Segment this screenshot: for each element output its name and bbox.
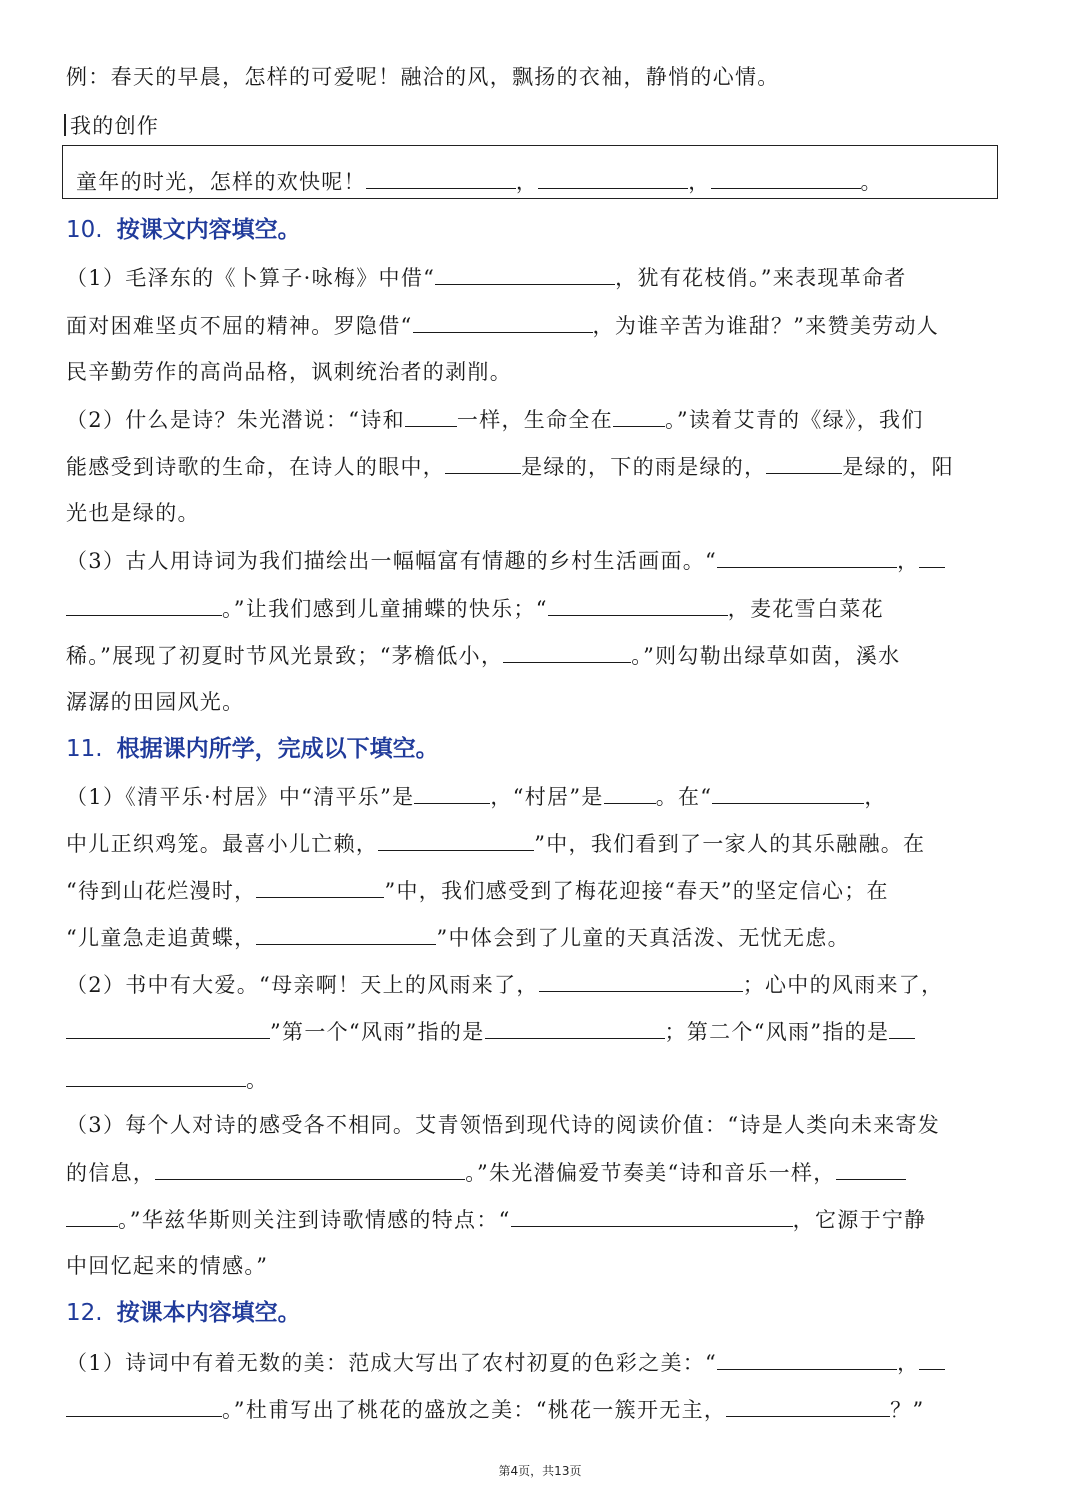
answer-blank[interactable] — [548, 593, 728, 616]
q11-p3-line4: 中回忆起来的情感。” — [66, 1254, 269, 1278]
answer-blank[interactable] — [414, 781, 490, 804]
q10-p3-line3: 稀。”展现了初夏时节风光景致；“茅檐低小， 。”则勾勒出绿草如茵，溪水 — [66, 640, 900, 671]
answer-blank[interactable] — [155, 1157, 465, 1180]
q11-p2-line3: 。 — [66, 1064, 268, 1095]
answer-blank[interactable] — [66, 593, 222, 616]
answer-blank[interactable] — [405, 404, 457, 427]
answer-blank[interactable] — [919, 545, 945, 568]
q11-p2-line2: ”第一个“风雨”指的是 ；第二个“风雨”指的是 — [66, 1016, 915, 1047]
q10-p3-line4: 潺潺的田园风光。 — [66, 690, 245, 714]
answer-blank[interactable] — [413, 310, 593, 333]
answer-blank[interactable] — [485, 1016, 665, 1039]
creation-label: 我的创作 — [70, 114, 160, 138]
answer-blank[interactable] — [604, 781, 656, 804]
answer-blank[interactable] — [717, 1347, 897, 1370]
q10-p1-line1: （1）毛泽东的《卜算子·咏梅》中借“ ，犹有花枝俏。”来表现革命者 — [66, 262, 907, 293]
q11-p1-line4: “儿童急走追黄蝶， ”中体会到了儿童的天真活泼、无忧无虑。 — [66, 922, 850, 953]
answer-blank[interactable] — [435, 262, 615, 285]
q11-p2-line1: （2）书中有大爱。“母亲啊！天上的风雨来了， ；心中的风雨来了， — [66, 969, 943, 1000]
answer-blank[interactable] — [66, 1016, 270, 1039]
answer-blank[interactable] — [503, 640, 631, 663]
answer-blank[interactable] — [66, 1394, 222, 1417]
answer-blank[interactable] — [538, 166, 688, 189]
page-number: 第4页，共13页 — [498, 1464, 582, 1478]
q11-p3-line1: （3）每个人对诗的感受各不相同。艾青领悟到现代诗的阅读价值：“诗是人类向未来寄发 — [66, 1113, 941, 1137]
answer-blank[interactable] — [66, 1064, 246, 1087]
answer-blank[interactable] — [539, 969, 743, 992]
answer-blank[interactable] — [445, 451, 521, 474]
creation-sentence: 童年的时光，怎样的欢快呢！ ， ， 。 — [76, 166, 883, 197]
answer-blank[interactable] — [711, 166, 861, 189]
question-11-heading: 11. 根据课内所学，完成以下填空。 — [66, 736, 439, 762]
q11-p1-line1: （1）《清平乐·村居》中“清平乐”是 ，“村居”是 。在“ ， — [66, 781, 887, 812]
answer-blank[interactable] — [378, 828, 534, 851]
q11-p3-line3: 。”华兹华斯则关注到诗歌情感的特点：“ ，它源于宁静 — [66, 1204, 926, 1235]
answer-blank[interactable] — [256, 875, 384, 898]
q12-p1-line2: 。”杜甫写出了桃花的盛放之美：“桃花一簇开无主， ？” — [66, 1394, 925, 1425]
answer-blank[interactable] — [889, 1016, 915, 1039]
answer-blank[interactable] — [66, 1204, 118, 1227]
q12-p1-line1: （1）诗词中有着无数的美：范成大写出了农村初夏的色彩之美：“ ， — [66, 1347, 945, 1378]
q10-p2-line2: 能感受到诗歌的生命，在诗人的眼中， 是绿的，下的雨是绿的， 是绿的，阳 — [66, 451, 954, 482]
creation-label-row — [64, 111, 159, 141]
label-marker — [64, 114, 66, 136]
q10-p2-line1: （2）什么是诗？朱光潜说：“诗和 一样，生命全在 。”读着艾青的《绿》，我们 — [66, 404, 924, 435]
q10-p2-line3: 光也是绿的。 — [66, 501, 200, 525]
answer-blank[interactable] — [366, 166, 516, 189]
q10-p3-line2: 。”让我们感到儿童捕蝶的快乐；“ ，麦花雪白菜花 — [66, 593, 884, 624]
q10-p1-line2: 面对困难坚贞不屈的精神。罗隐借“ ，为谁辛苦为谁甜？”来赞美劳动人 — [66, 310, 939, 341]
question-12-heading: 12. 按课本内容填空。 — [66, 1300, 301, 1326]
answer-blank[interactable] — [613, 404, 665, 427]
answer-blank[interactable] — [717, 545, 897, 568]
answer-blank[interactable] — [256, 922, 436, 945]
q11-p1-line3: “待到山花烂漫时， ”中，我们感受到了梅花迎接“春天”的坚定信心；在 — [66, 875, 889, 906]
q10-p3-line1: （3）古人用诗词为我们描绘出一幅幅富有情趣的乡村生活画面。“ ， — [66, 545, 945, 576]
answer-blank[interactable] — [511, 1204, 793, 1227]
question-10-heading: 10. 按课文内容填空。 — [66, 217, 301, 243]
answer-blank[interactable] — [726, 1394, 890, 1417]
q10-p1-line3: 民辛勤劳作的高尚品格，讽刺统治者的剥削。 — [66, 360, 512, 384]
answer-blank[interactable] — [836, 1157, 906, 1180]
q11-p3-line2: 的信息， 。”朱光潜偏爱节奏美“诗和音乐一样， — [66, 1157, 906, 1188]
example-sentence: 例：春天的早晨，怎样的可爱呢！融洽的风，飘扬的衣袖，静悄的心情。 — [66, 65, 780, 89]
answer-blank[interactable] — [766, 451, 842, 474]
answer-blank[interactable] — [712, 781, 864, 804]
q11-p1-line2: 中儿正织鸡笼。最喜小儿亡赖， ”中，我们看到了一家人的其乐融融。在 — [66, 828, 925, 859]
answer-blank[interactable] — [919, 1347, 945, 1370]
